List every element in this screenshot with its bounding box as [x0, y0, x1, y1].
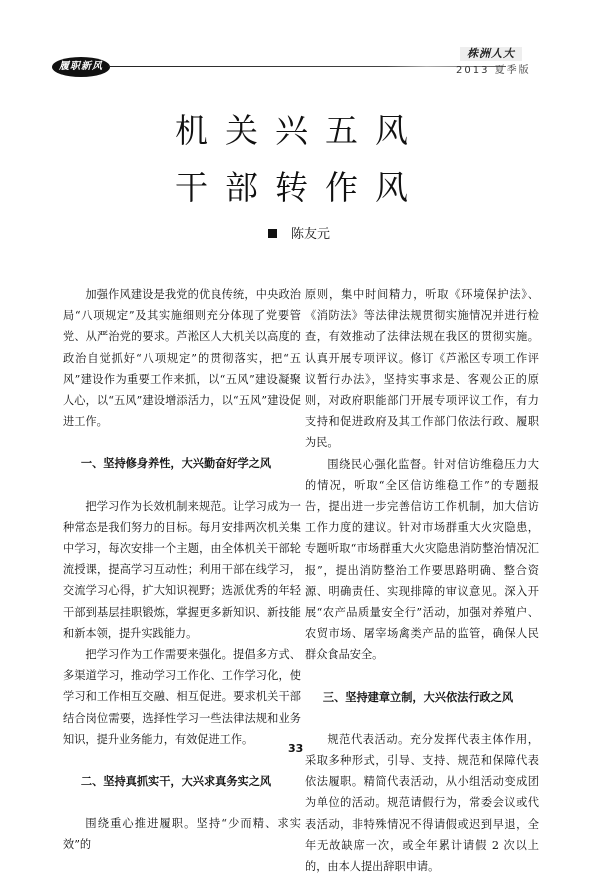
title-line-1: 机关兴五风	[175, 111, 425, 150]
author-name: 陈友元	[291, 227, 331, 242]
running-header	[50, 47, 550, 85]
paragraph: 围绕民心强化监督。针对信访维稳压力大的情况，听取“全区信访维稳工作”的专题报告，提出进一步完善信访工作机制，加大信访工作力度的建议。针对市场群重大火灾隐患，专题听取“市场群重大火灾隐患消防整治情况汇报”，提出消防整治工作要思路明确、整合资源、明确责任、实现排障的审议意见。深入开展“农产品质量安全行”活动，加强对养殖户、农贸市场、屠宰场禽类产品的监管，确保人民群众食品安全。	[305, 457, 539, 662]
author-byline	[268, 223, 330, 242]
section-heading-3: 三、坚持建章立制，大兴依法行政之风	[322, 689, 514, 704]
paragraph: 把学习作为工作需要来强化。提倡多方式、多渠道学习，推动学习工作化、工作学习化，使学习和工作相互交融、相互促进。要求机关干部结合岗位需要，选择性学习一些法律法规和业务知识，提升业务能力，有效促进工作。	[63, 648, 301, 746]
page-number: 33	[288, 742, 304, 755]
square-bullet-icon	[268, 229, 277, 238]
left-column	[63, 284, 304, 856]
section-heading-2: 二、坚持真抓实干，大兴求真务实之风	[80, 774, 272, 789]
paragraph-continued: 原则，集中时间精力，听取《环境保护法》、《消防法》等法律法规贯彻实施情况并进行检查，有效推动了法律法规在我区的贯彻实施。认真开展专项评议。修订《芦淞区专项工作评议暂行办法》，坚持实事求是、客观公正的原则，对政府职能部门开展专项评议工作，有力支持和促进政府及其工作部门依法行政、履职为民。	[305, 288, 539, 450]
intro-paragraph: 加强作风建设是我党的优良传统，中央政治局“八项规定”及其实施细则充分体现了党要管党、从严治党的要求。芦淞区人大机关以高度的政治自觉抓好“八项规定”的贯彻落实，把“五风”建设作为重要工作来抓，以“五风”建设凝聚人心，以“五风”建设增添活力，以“五风”建设促进工作。	[63, 288, 301, 429]
edition-label: 2013 夏季版	[456, 65, 531, 76]
magazine-logo: 株洲人大	[460, 47, 522, 61]
section-heading-1: 一、坚持修身养性，大兴勤奋好学之风	[80, 456, 272, 471]
section-badge: 履职新风	[52, 57, 110, 77]
header-rule	[108, 66, 506, 67]
right-column	[305, 284, 539, 877]
paragraph: 围绕重心推进履职。坚持“少而精、求实效”的	[63, 817, 301, 852]
paragraph: 规范代表活动。充分发挥代表主体作用，采取多种形式，引导、支持、规范和保障代表依法履职。精简代表活动，从小组活动变成团为单位的活动。规范请假行为，常委会议或代表活动，非特殊情况不得请假或迟到早退，全年无故缺席一次，或全年累计请假 2 次以上的，由本人提出辞职申请。	[305, 732, 539, 874]
paragraph: 把学习作为长效机制来规范。让学习成为一种常态是我们努力的目标。每月安排两次机关集中学习，每次安排一个主题，由全体机关干部轮流授课，提高学习互动性；利用干部在线学习，交流学习心得，扩大知识视野；选派优秀的年轻干部到基层挂职锻炼，掌握更多新知识、新技能和新本领，提升实践能力。	[63, 499, 301, 640]
title-line-2: 干部转作风	[175, 168, 425, 207]
